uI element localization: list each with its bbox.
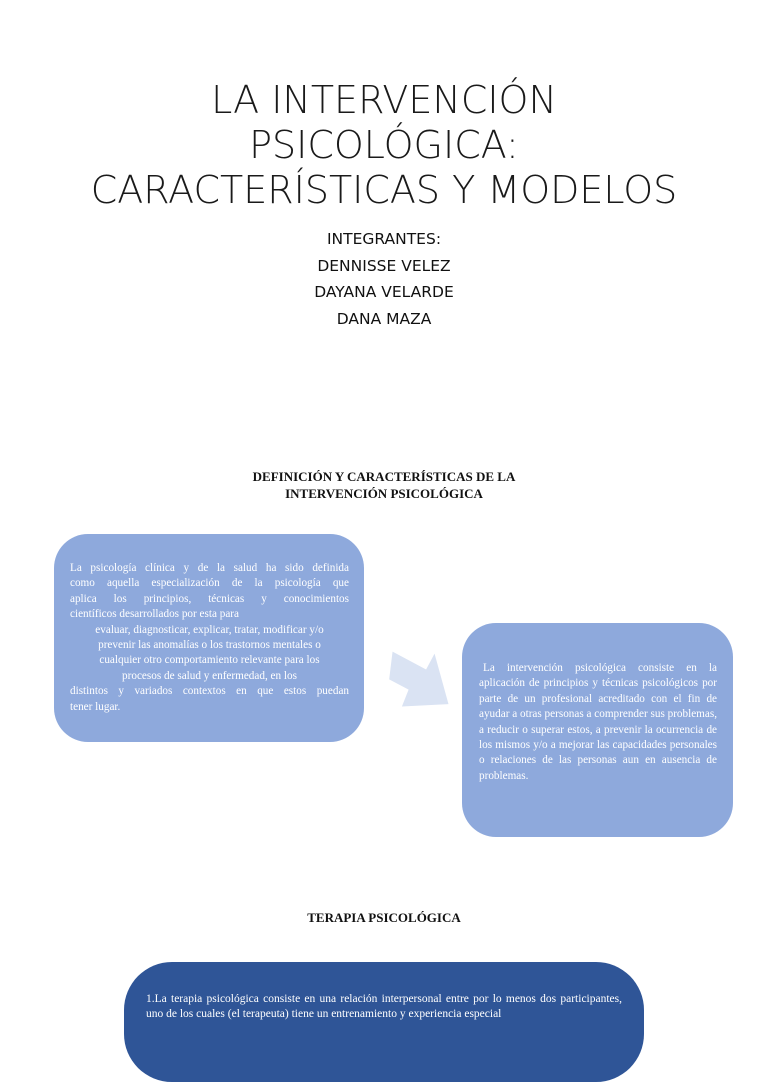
box-line: como aquella especialización de la psicología que (70, 577, 349, 590)
title-line-2: PSICOLÓGICA: (249, 123, 519, 167)
right-arrow-icon (380, 646, 460, 716)
box-line: evaluar, diagnosticar, explicar, tratar, modificar y/o (95, 623, 324, 636)
section-heading-definition (0, 468, 768, 502)
box-line: cualquier otro comportamiento relevante para los (99, 654, 320, 667)
box-line: prevenir las anomalías o los trastornos mentales o (98, 639, 321, 652)
member-name: DANA MAZA (336, 309, 432, 328)
box-line: aplica los principios, técnicas y conocimientos (70, 592, 349, 605)
members-heading: INTEGRANTES: (326, 230, 442, 248)
intervention-definition-box (462, 623, 733, 837)
box-line: procesos de salud y enfermedad, en los (122, 669, 297, 682)
box-line: tener lugar. (70, 700, 121, 713)
clinical-psychology-definition-box (54, 534, 364, 742)
title-line-1: LA INTERVENCIÓN (211, 78, 557, 122)
member-name: DAYANA VELARDE (314, 283, 454, 301)
box-line: científicos desarrollados por esta para (70, 608, 239, 621)
section-heading-line-2: INTERVENCIÓN PSICOLÓGICA (285, 486, 483, 501)
box-line: La psicología clínica y de la salud ha sido definida (70, 562, 349, 574)
title-line-3: CARACTERÍSTICAS Y MODELOS (90, 168, 678, 212)
section-heading-line-1: DEFINICIÓN Y CARACTERÍSTICAS DE LA (252, 469, 516, 484)
therapy-definition-box (124, 962, 644, 1082)
members-block (0, 226, 768, 332)
section-heading-therapy: TERAPIA PSICOLÓGICA (307, 910, 461, 925)
member-name: DENNISSE VELEZ (317, 256, 451, 275)
therapy-definition-text: 1.La terapia psicológica consiste en una relación interpersonal entre por lo menos dos participantes, uno de los cuales (el terapeuta) tiene un entrenamiento y experiencia especial (146, 993, 622, 1021)
intervention-definition-text: La intervención psicológica consiste en la aplicación de principios y técnicas psicológicos por parte de un profesional acreditado con el fin de ayudar a otras personas a comprender sus problemas, a reducir o superar estos, a prevenir la ocurrencia de los mismos y/o a mejorar las capacidades personales o relaciones de las personas aun en ausencia de problemas. (479, 662, 717, 782)
box-line: distintos y variados contextos en que estos puedan (70, 685, 349, 698)
page-title (0, 78, 768, 213)
